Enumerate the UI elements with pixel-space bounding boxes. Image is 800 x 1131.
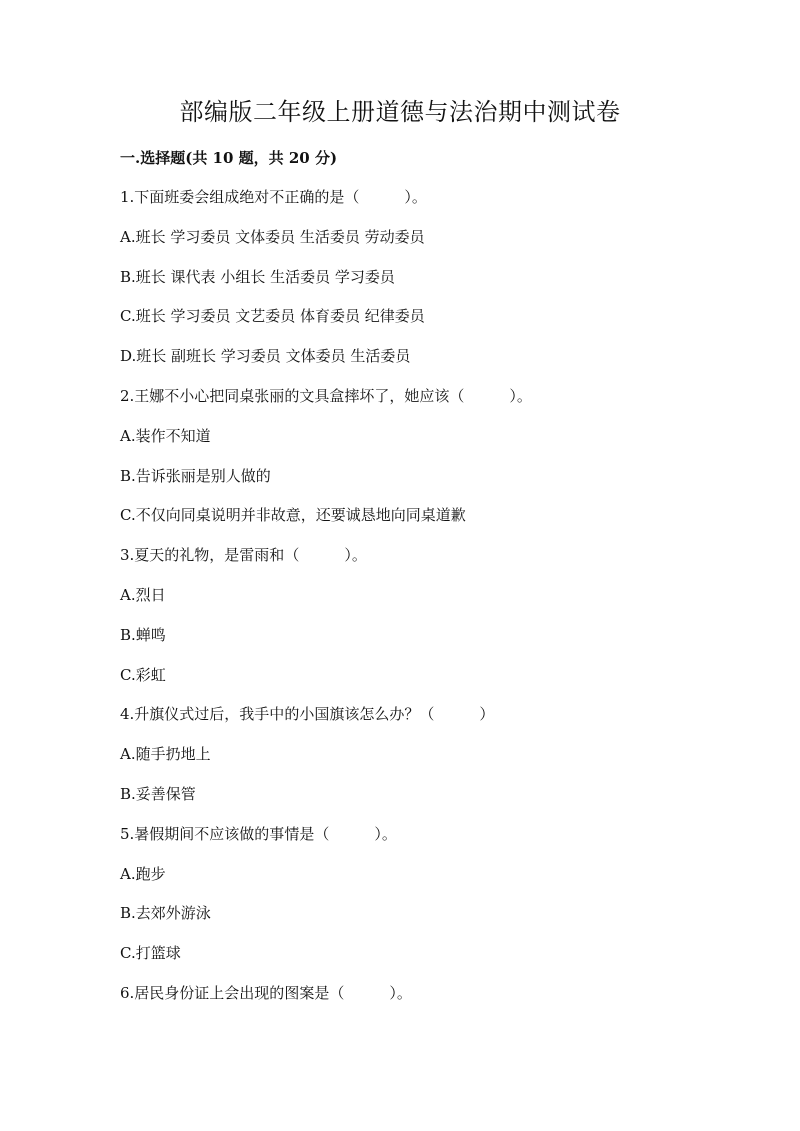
- option-line: C.班长 学习委员 文艺委员 体育委员 纪律委员: [120, 307, 425, 326]
- question-list: [120, 186, 720, 1022]
- option-line: B.妥善保管: [120, 784, 196, 803]
- option-line: D.班长 副班长 学习委员 文体委员 生活委员: [120, 347, 411, 366]
- option-line: C.打篮球: [120, 944, 181, 963]
- option-line: B.去郊外游泳: [120, 904, 211, 923]
- option-line: C.彩虹: [120, 665, 166, 684]
- question-4: 4.升旗仪式过后，我手中的小国旗该怎么办？（ ）: [120, 705, 495, 724]
- question-5: 5.暑假期间不应该做的事情是（ ）。: [120, 824, 397, 843]
- option-line: B.告诉张丽是别人做的: [120, 466, 271, 485]
- question-6: 6.居民身份证上会出现的图案是（ ）。: [120, 983, 412, 1002]
- option-line: A.装作不知道: [120, 426, 211, 445]
- option-line: B.班长 课代表 小组长 生活委员 学习委员: [120, 267, 395, 286]
- page-title: 部编版二年级上册道德与法治期中测试卷: [179, 98, 621, 126]
- question-2: 2.王娜不小心把同桌张丽的文具盒摔坏了，她应该（ ）。: [120, 386, 532, 405]
- option-line: B.蝉鸣: [120, 625, 166, 644]
- question-1: 1.下面班委会组成绝对不正确的是（ ）。: [120, 188, 427, 206]
- section-heading: 一.选择题(共 10 题，共 20 分): [120, 149, 338, 167]
- option-line: C.不仅向同桌说明并非故意，还要诚恳地向同桌道歉: [120, 506, 466, 525]
- option-line: A.班长 学习委员 文体委员 生活委员 劳动委员: [120, 227, 425, 246]
- question-3: 3.夏天的礼物，是雷雨和（ ）。: [120, 546, 367, 565]
- option-line: A.烈日: [120, 585, 166, 604]
- option-line: A.随手扔地上: [120, 745, 211, 764]
- option-line: A.跑步: [120, 864, 166, 883]
